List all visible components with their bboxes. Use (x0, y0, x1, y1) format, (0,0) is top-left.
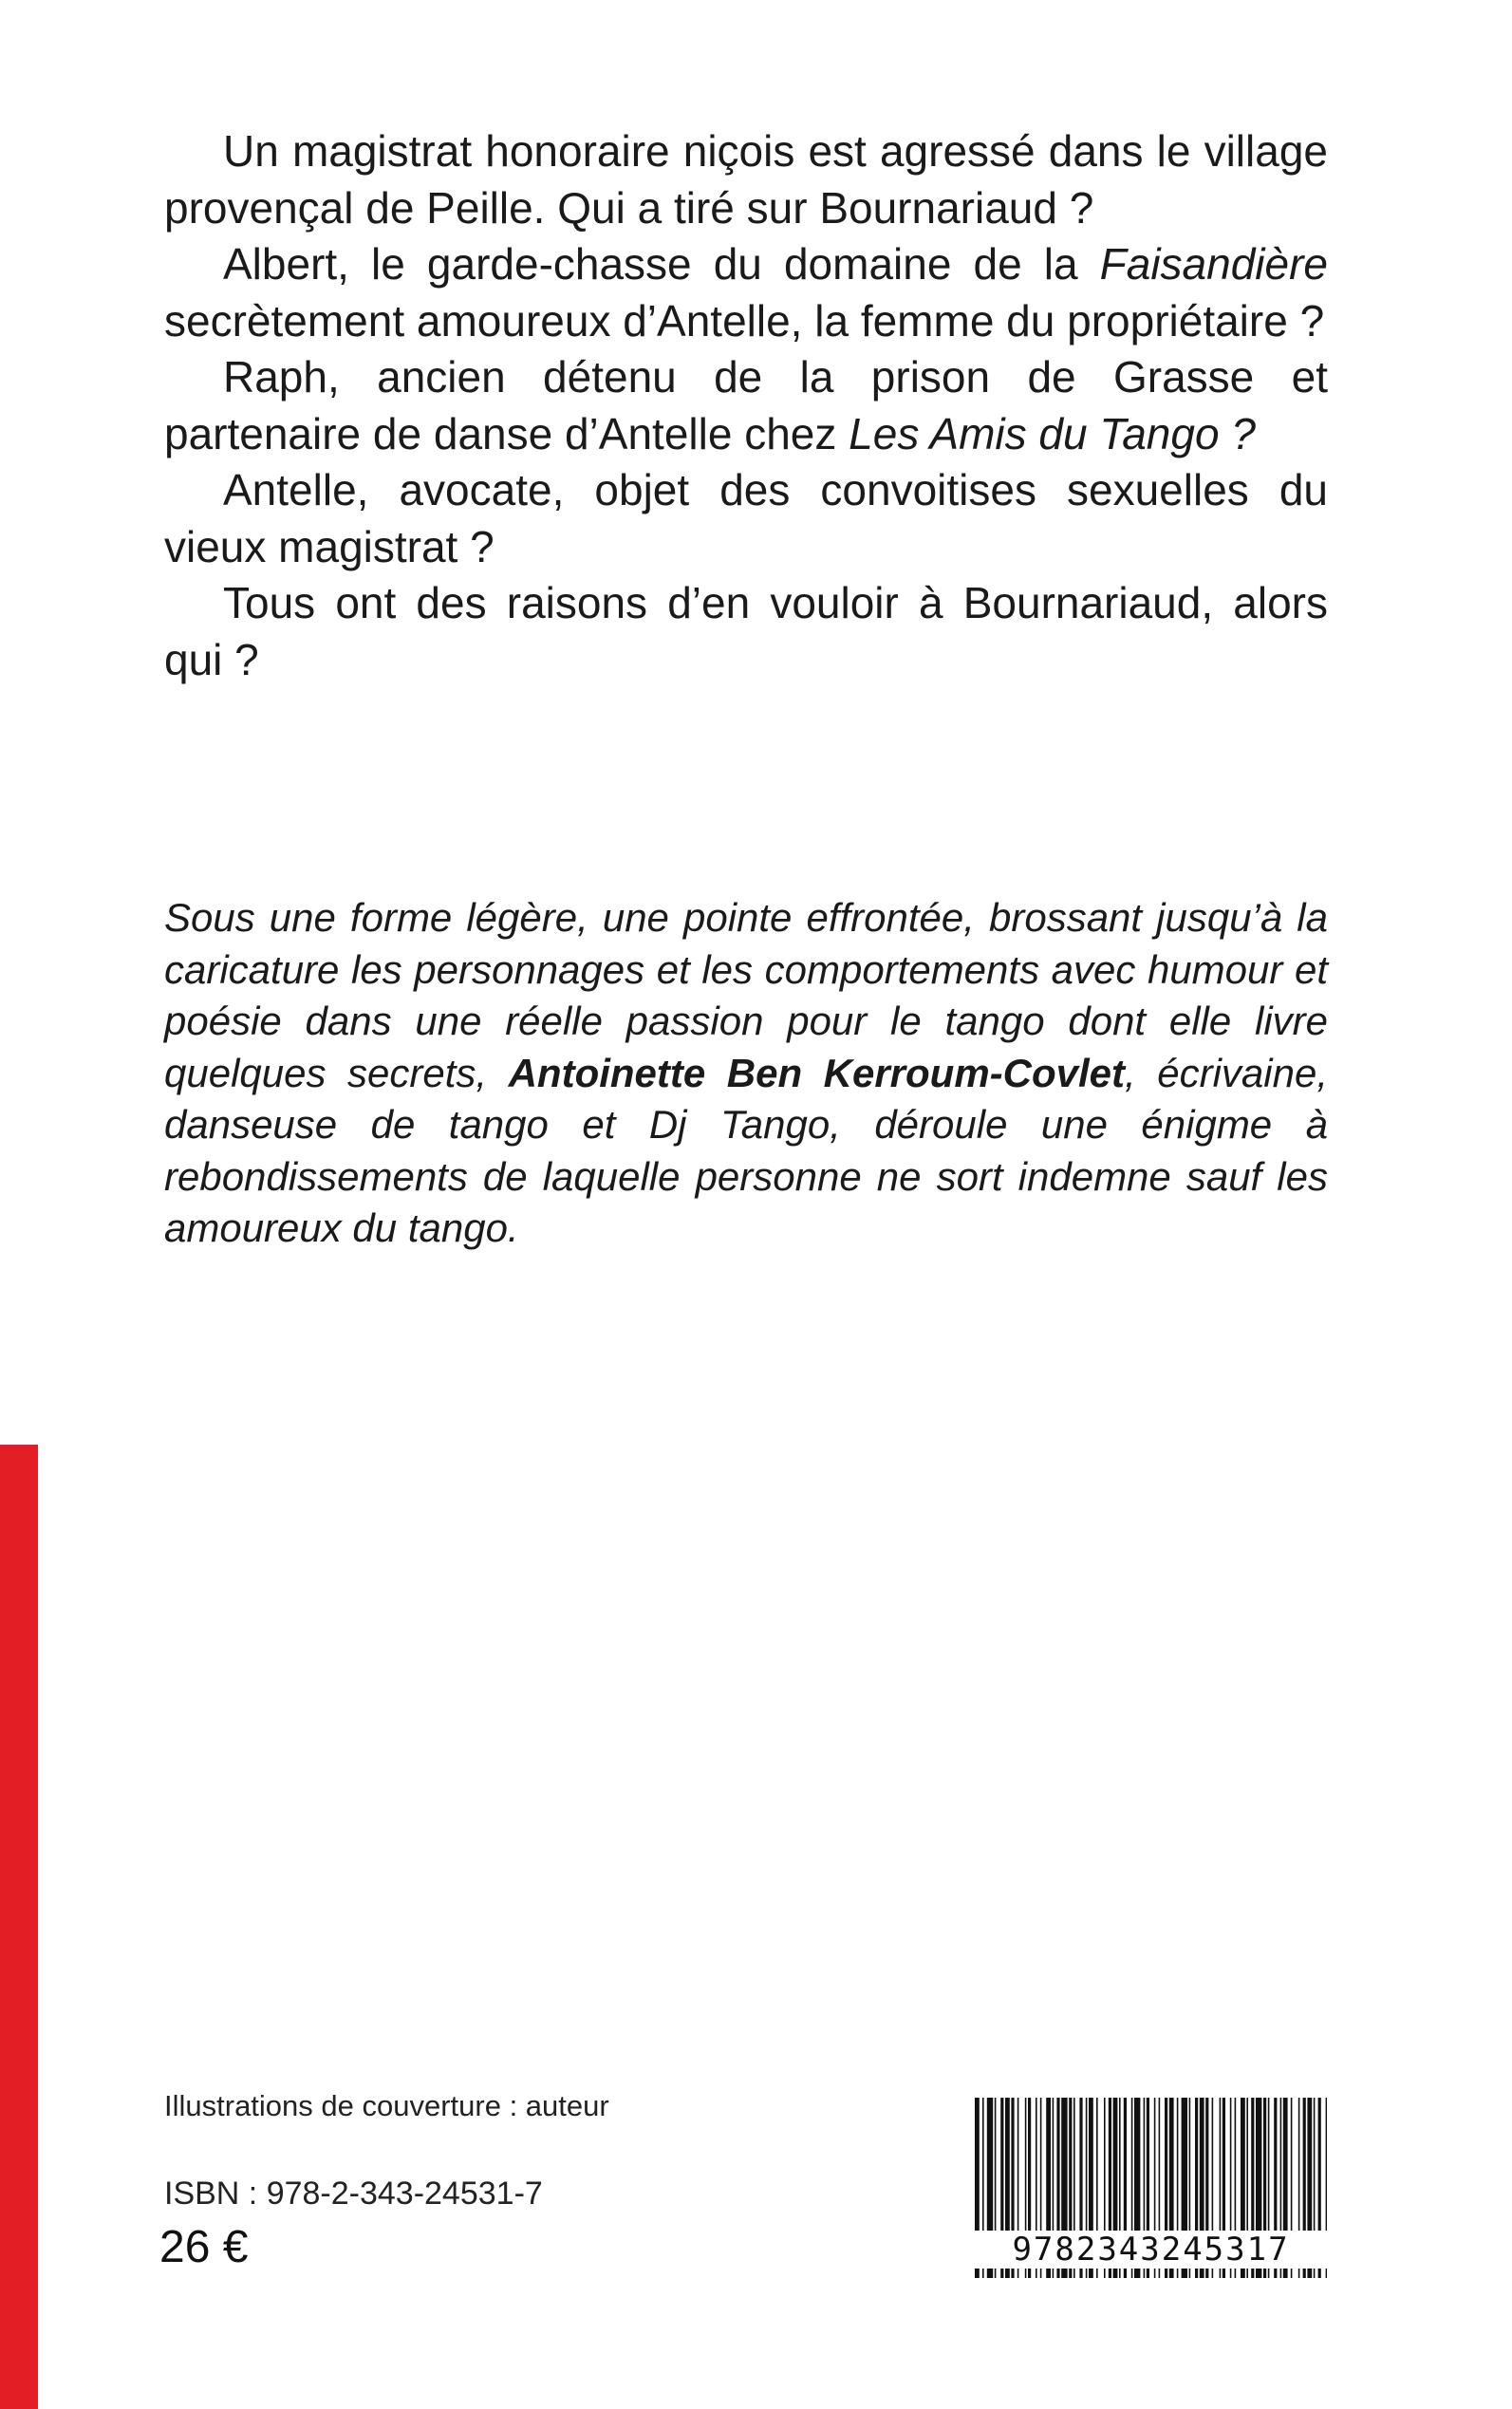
red-accent-band (0, 1445, 38, 2409)
synopsis-paragraph-4: Antelle, avocate, objet des convoitises sexuelles du vieux magistrat ? (164, 465, 1328, 571)
synopsis-p2-italic: Faisandière (1099, 239, 1328, 289)
cover-credits: Illustrations de couverture : auteur (164, 2089, 609, 2122)
synopsis-paragraph-3 (164, 349, 1328, 462)
synopsis-text (164, 123, 1328, 688)
blurb-text: Sous une forme légère, une pointe effrontée, brossant jusqu’à la caricature les personnages et les comportements avec humour et poésie dans une réelle passion pour le tango dont elle livre quelques secrets, (164, 895, 1328, 1095)
synopsis-p3-italic: Les Amis du Tango ? (849, 408, 1256, 458)
price-label: 26 € (159, 2222, 249, 2272)
author-blurb (164, 892, 1328, 1255)
synopsis-p3-text: Raph, ancien détenu de la prison de Grasse et partenaire de danse d’Antelle chez (164, 352, 1328, 458)
synopsis-paragraph-2 (164, 236, 1328, 349)
barcode-digits: 9782343245317 (973, 2231, 1329, 2269)
isbn-number: ISBN : 978-2-343-24531-7 (164, 2176, 543, 2212)
synopsis-p2-text-end: secrètement amoureux d’Antelle, la femme du propriétaire ? (164, 295, 1325, 345)
synopsis-paragraph-5: Tous ont des raisons d’en vouloir à Bournariaud, alors qui ? (164, 578, 1328, 684)
synopsis-p2-text: Albert, le garde-chasse du domaine de la (223, 239, 1100, 289)
synopsis-paragraph-1: Un magistrat honoraire niçois est agressé dans le village provençal de Peille. Qui a tiré sur Bournariaud ? (164, 126, 1328, 233)
blurb-text-end: , écrivaine, danseuse de tango et Dj Tango, déroule une énigme à rebondissements de laquelle personne ne sort indemne sauf les amoureux du tango. (164, 1050, 1328, 1250)
author-name: Antoinette Ben Kerroum-Covlet (508, 1050, 1126, 1095)
